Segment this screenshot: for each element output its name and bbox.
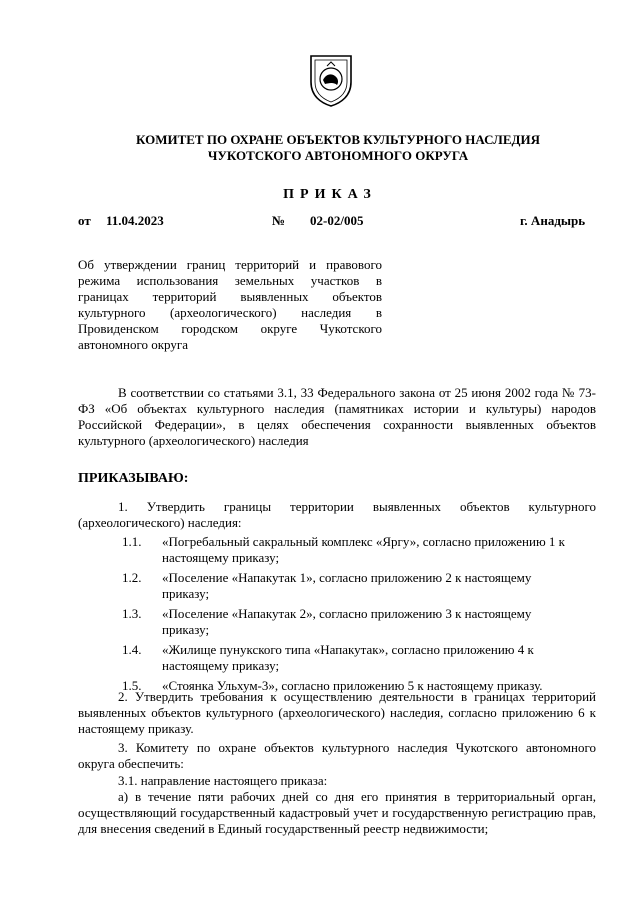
item-3-1-a: а) в течение пяти рабочих дней со дня его принятия в территориальный орган, осуществляющий государственный кадастровый учет и государственную регистрацию прав, для внесения сведений в Единый государственный реестр недвижимости;	[78, 789, 596, 836]
list-item	[78, 534, 596, 566]
subitem-list	[78, 534, 596, 698]
order-title: ПРИКАЗ	[283, 187, 377, 202]
list-item-number: 1.5.	[122, 678, 142, 693]
organization-line-2: ЧУКОТСКОГО АВТОНОМНОГО ОКРУГА	[207, 148, 469, 163]
item-1: 1. Утвердить границы территории выявленных объектов культурного (археологического) наследия:	[78, 499, 596, 530]
list-item	[78, 570, 596, 602]
order-subject: Об утверждении границ территорий и правового режима использования земельных участков в границах территорий выявленных объектов культурного (археологического) наследия в Провиденском городском округе Чукотского автономного округа	[78, 257, 382, 352]
list-item-number: 1.2.	[122, 570, 142, 585]
list-item-number: 1.1.	[122, 534, 142, 549]
organization-name	[80, 132, 596, 164]
item-3-1: 3.1. направление настоящего приказа:	[118, 773, 328, 788]
coat-of-arms-icon	[307, 52, 355, 108]
order-number: 02-02/005	[310, 213, 364, 228]
list-item-text: «Поселение «Напакутак 1», согласно приложению 2 к настоящему приказу;	[162, 570, 532, 601]
list-item-number: 1.3.	[122, 606, 142, 621]
date-prefix: от	[78, 213, 91, 228]
list-item-text: «Погребальный сакральный комплекс «Яргу», согласно приложению 1 к настоящему приказу;	[162, 534, 565, 565]
list-item-text: «Стоянка Ульхум-3», согласно приложению 5 к настоящему приказу.	[162, 678, 543, 693]
list-item-number: 1.4.	[122, 642, 142, 657]
item-2: 2. Утвердить требования к осуществлению деятельности в границах территорий выявленных объектов культурного (археологического) наследия, согласно приложению 6 к настоящему приказу.	[78, 689, 596, 736]
number-prefix: №	[272, 213, 286, 228]
list-item	[78, 642, 596, 674]
list-item-text: «Жилище пунукского типа «Напакутак», согласно приложению 4 к настоящему приказу;	[162, 642, 534, 673]
list-item	[78, 606, 596, 638]
preamble-paragraph: В соответствии со статьями 3.1, 33 Федерального закона от 25 июня 2002 года № 73-ФЗ «Об объектах культурного наследия (памятниках истории и культуры) народов Российской Федерации», в целях обеспечения сохранности выявленных объектов культурного (археологического) наследия	[78, 385, 596, 448]
organization-line-1: КОМИТЕТ ПО ОХРАНЕ ОБЪЕКТОВ КУЛЬТУРНОГО НАСЛЕДИЯ	[135, 132, 540, 147]
order-date: 11.04.2023	[106, 213, 164, 228]
list-item-text: «Поселение «Напакутак 2», согласно приложению 3 к настоящему приказу;	[162, 606, 532, 637]
city: г. Анадырь	[520, 213, 586, 228]
item-3: 3. Комитету по охране объектов культурного наследия Чукотского автономного округа обеспечить:	[78, 740, 596, 771]
order-heading: ПРИКАЗЫВАЮ:	[78, 471, 189, 486]
